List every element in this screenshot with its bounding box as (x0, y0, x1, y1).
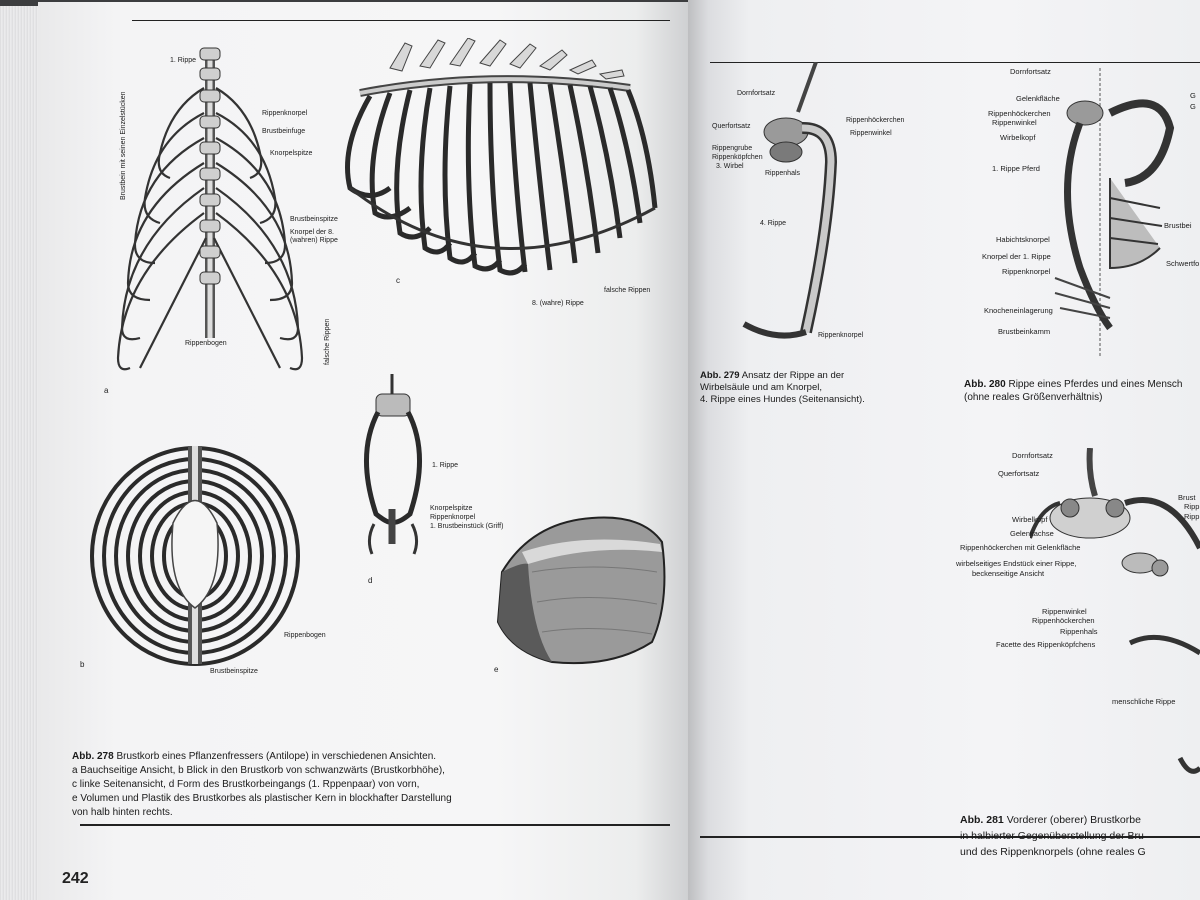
label-c-8-wahre-rippe: 8. (wahre) Rippe (532, 300, 584, 307)
label-d-knorpelspitze: Knorpelspitze (430, 505, 473, 512)
label-280-habichtsknorpel: Habichtsknorpel (996, 235, 1050, 244)
horse-rib-drawing (1050, 68, 1200, 368)
label-281-rippenhoeckerchen-gelenk: Rippenhöckerchen mit Gelenkfläche (960, 543, 1081, 552)
label-279-4-rippe: 4. Rippe (760, 220, 787, 227)
label-281-querfortsatz: Querfortsatz (998, 469, 1040, 478)
thorax-volume-block-drawing (492, 512, 672, 670)
caption-abb-281 (960, 812, 1200, 860)
label-a-falsche-rippen: falsche Rippen (324, 318, 331, 365)
label-a-brustbein-stuecke: Brustbein mit seinen Einzelstücken (120, 91, 127, 200)
caption-279-line-3: 4. Rippe eines Hundes (Seitenansicht). (700, 394, 865, 405)
label-a-knorpel-der-8: Knorpel der 8. (290, 229, 334, 236)
caption-280-line-1: Rippe eines Pferdes und eines Mensch (1008, 379, 1183, 390)
label-279-rippenwinkel: Rippenwinkel (850, 130, 892, 137)
caption-abb-279 (700, 370, 950, 406)
label-281-brust-cut: Brust (1178, 493, 1196, 502)
label-a-rippenknorpel: Rippenknorpel (262, 110, 308, 117)
caption-278-line-4: e Volumen und Plastik des Brustkorbes als plastischer Kern in blockhafter Darstellung (72, 793, 452, 804)
label-279-rippenhals: Rippenhals (765, 170, 801, 177)
label-281-ripp-cut-1: Ripp (1184, 502, 1200, 511)
caption-281-line-1: Vorderer (oberer) Brustkorbe (1006, 814, 1141, 826)
top-rule-left (132, 20, 670, 21)
label-281-wirbelseitiges-endstueck: wirbelseitiges Endstück einer Rippe, (956, 559, 1077, 568)
letter-a: a (104, 386, 109, 395)
caption-abb-280 (964, 378, 1200, 404)
label-d-brustbeinstueck: 1. Brustbeinstück (Griff) (430, 523, 504, 530)
label-280-brustbeinkamm: Brustbeinkamm (998, 327, 1051, 336)
label-280-wirbelkopf: Wirbelkopf (1000, 133, 1036, 142)
label-280-rippenwinkel: Rippenwinkel (992, 118, 1037, 127)
label-280-dornfortsatz: Dornfortsatz (1010, 67, 1051, 76)
letter-c: c (396, 276, 400, 285)
bottom-rule-left (80, 824, 670, 826)
caption-280-line-2: (ohne reales Größenverhältnis) (964, 392, 1103, 403)
page-number-left: 242 (62, 870, 89, 887)
ribcage-ventral-drawing (100, 38, 330, 388)
label-a-rippenbogen: Rippenbogen (185, 340, 227, 347)
caption-278-number: Abb. 278 (72, 751, 114, 762)
label-280-1-rippe-pferd: 1. Rippe Pferd (992, 164, 1040, 173)
label-279-querfortsatz: Querfortsatz (712, 123, 751, 130)
dog-rib-drawing (736, 62, 846, 352)
caption-279-number: Abb. 279 (700, 370, 740, 381)
label-281-rippenhals: Rippenhals (1060, 627, 1098, 636)
label-a-brustbeinfuge: Brustbeinfuge (262, 128, 306, 135)
label-281-rippenwinkel: Rippenwinkel (1042, 607, 1087, 616)
ribcage-lateral-drawing (330, 38, 670, 293)
label-a-knorpelspitze: Knorpelspitze (270, 150, 313, 157)
label-280-g-cut-1: G (1190, 91, 1196, 100)
label-281-dornfortsatz: Dornfortsatz (1012, 451, 1053, 460)
label-280-knocheneinlagerung: Knocheneinlagerung (984, 306, 1053, 315)
caption-281-line-2: in halbierter Gegenüberstellung der Bru (960, 830, 1144, 842)
caption-281-line-3: und des Rippenknorpels (ohne reales G (960, 846, 1146, 858)
caption-279-line-1: Ansatz der Rippe an der (741, 370, 845, 381)
letter-b: b (80, 660, 85, 669)
label-279-rippengrube: Rippengrube (712, 145, 753, 152)
ribcage-caudal-drawing (88, 438, 303, 678)
letter-e: e (494, 665, 499, 674)
label-280-rippenknorpel: Rippenknorpel (1002, 267, 1051, 276)
label-281-wirbelkopf: Wirbelkopf (1012, 515, 1048, 524)
caption-278-line-2: a Bauchseitige Ansicht, b Blick in den Brustkorb von schwanzwärts (Brustkorbhöhe), (72, 765, 445, 776)
caption-279-line-2: Wirbelsäule und am Knorpel, (700, 382, 822, 393)
caption-278-line-5: von halb hinten rechts. (72, 807, 173, 818)
caption-278-line-1: Brustkorb eines Pflanzenfressers (Antilope) in verschiedenen Ansichten. (116, 751, 437, 762)
label-d-1-rippe: 1. Rippe (432, 462, 459, 469)
label-d-rippenknorpel: Rippenknorpel (430, 514, 476, 521)
label-a-1-rippe: 1. Rippe (170, 57, 197, 64)
caption-278-line-3: c linke Seitenansicht, d Form des Brustkorbeingangs (1. Rppenpaar) von vorn, (72, 779, 420, 790)
letter-d: d (368, 576, 373, 585)
label-280-schwertfo-cut: Schwertfo (1166, 259, 1200, 268)
label-281-ripp-cut-2: Ripp (1184, 512, 1200, 521)
label-c-falsche-rippen: falsche Rippen (604, 287, 651, 294)
label-280-rippenhoeckerchen: Rippenhöckerchen (988, 109, 1051, 118)
label-281-menschliche-rippe: menschliche Rippe (1112, 697, 1176, 706)
label-279-dornfortsatz: Dornfortsatz (737, 90, 776, 97)
label-a-wahren-rippe: (wahren) Rippe (290, 237, 338, 244)
label-280-knorpel-1-rippe: Knorpel der 1. Rippe (982, 252, 1051, 261)
label-280-gelenkflaeche: Gelenkfläche (1016, 94, 1060, 103)
caption-abb-278 (72, 750, 492, 820)
label-281-beckenseitige-ansicht: beckenseitige Ansicht (972, 569, 1045, 578)
label-279-3-wirbel: 3. Wirbel (716, 163, 744, 170)
label-281-rippenhoeckerchen: Rippenhöckerchen (1032, 616, 1095, 625)
label-a-brustbeinspitze: Brustbeinspitze (290, 216, 338, 223)
label-281-facette: Facette des Rippenköpfchens (996, 640, 1096, 649)
caption-281-number: Abb. 281 (960, 814, 1004, 826)
label-b-brustbeinspitze: Brustbeinspitze (210, 668, 258, 675)
label-280-g-cut-2: G (1190, 102, 1196, 111)
label-279-rippenkoepfchen: Rippenköpfchen (712, 154, 763, 161)
label-279-rippenknorpel: Rippenknorpel (818, 332, 864, 339)
caption-280-number: Abb. 280 (964, 379, 1006, 390)
thoracic-inlet-drawing (358, 374, 428, 574)
label-279-rippenhoeckerchen: Rippenhöckerchen (846, 117, 905, 124)
label-281-gelenkachse: Gelenkachse (1010, 529, 1054, 538)
label-280-brustbei-cut: Brustbei (1164, 221, 1192, 230)
label-b-rippenbogen: Rippenbogen (284, 632, 326, 639)
